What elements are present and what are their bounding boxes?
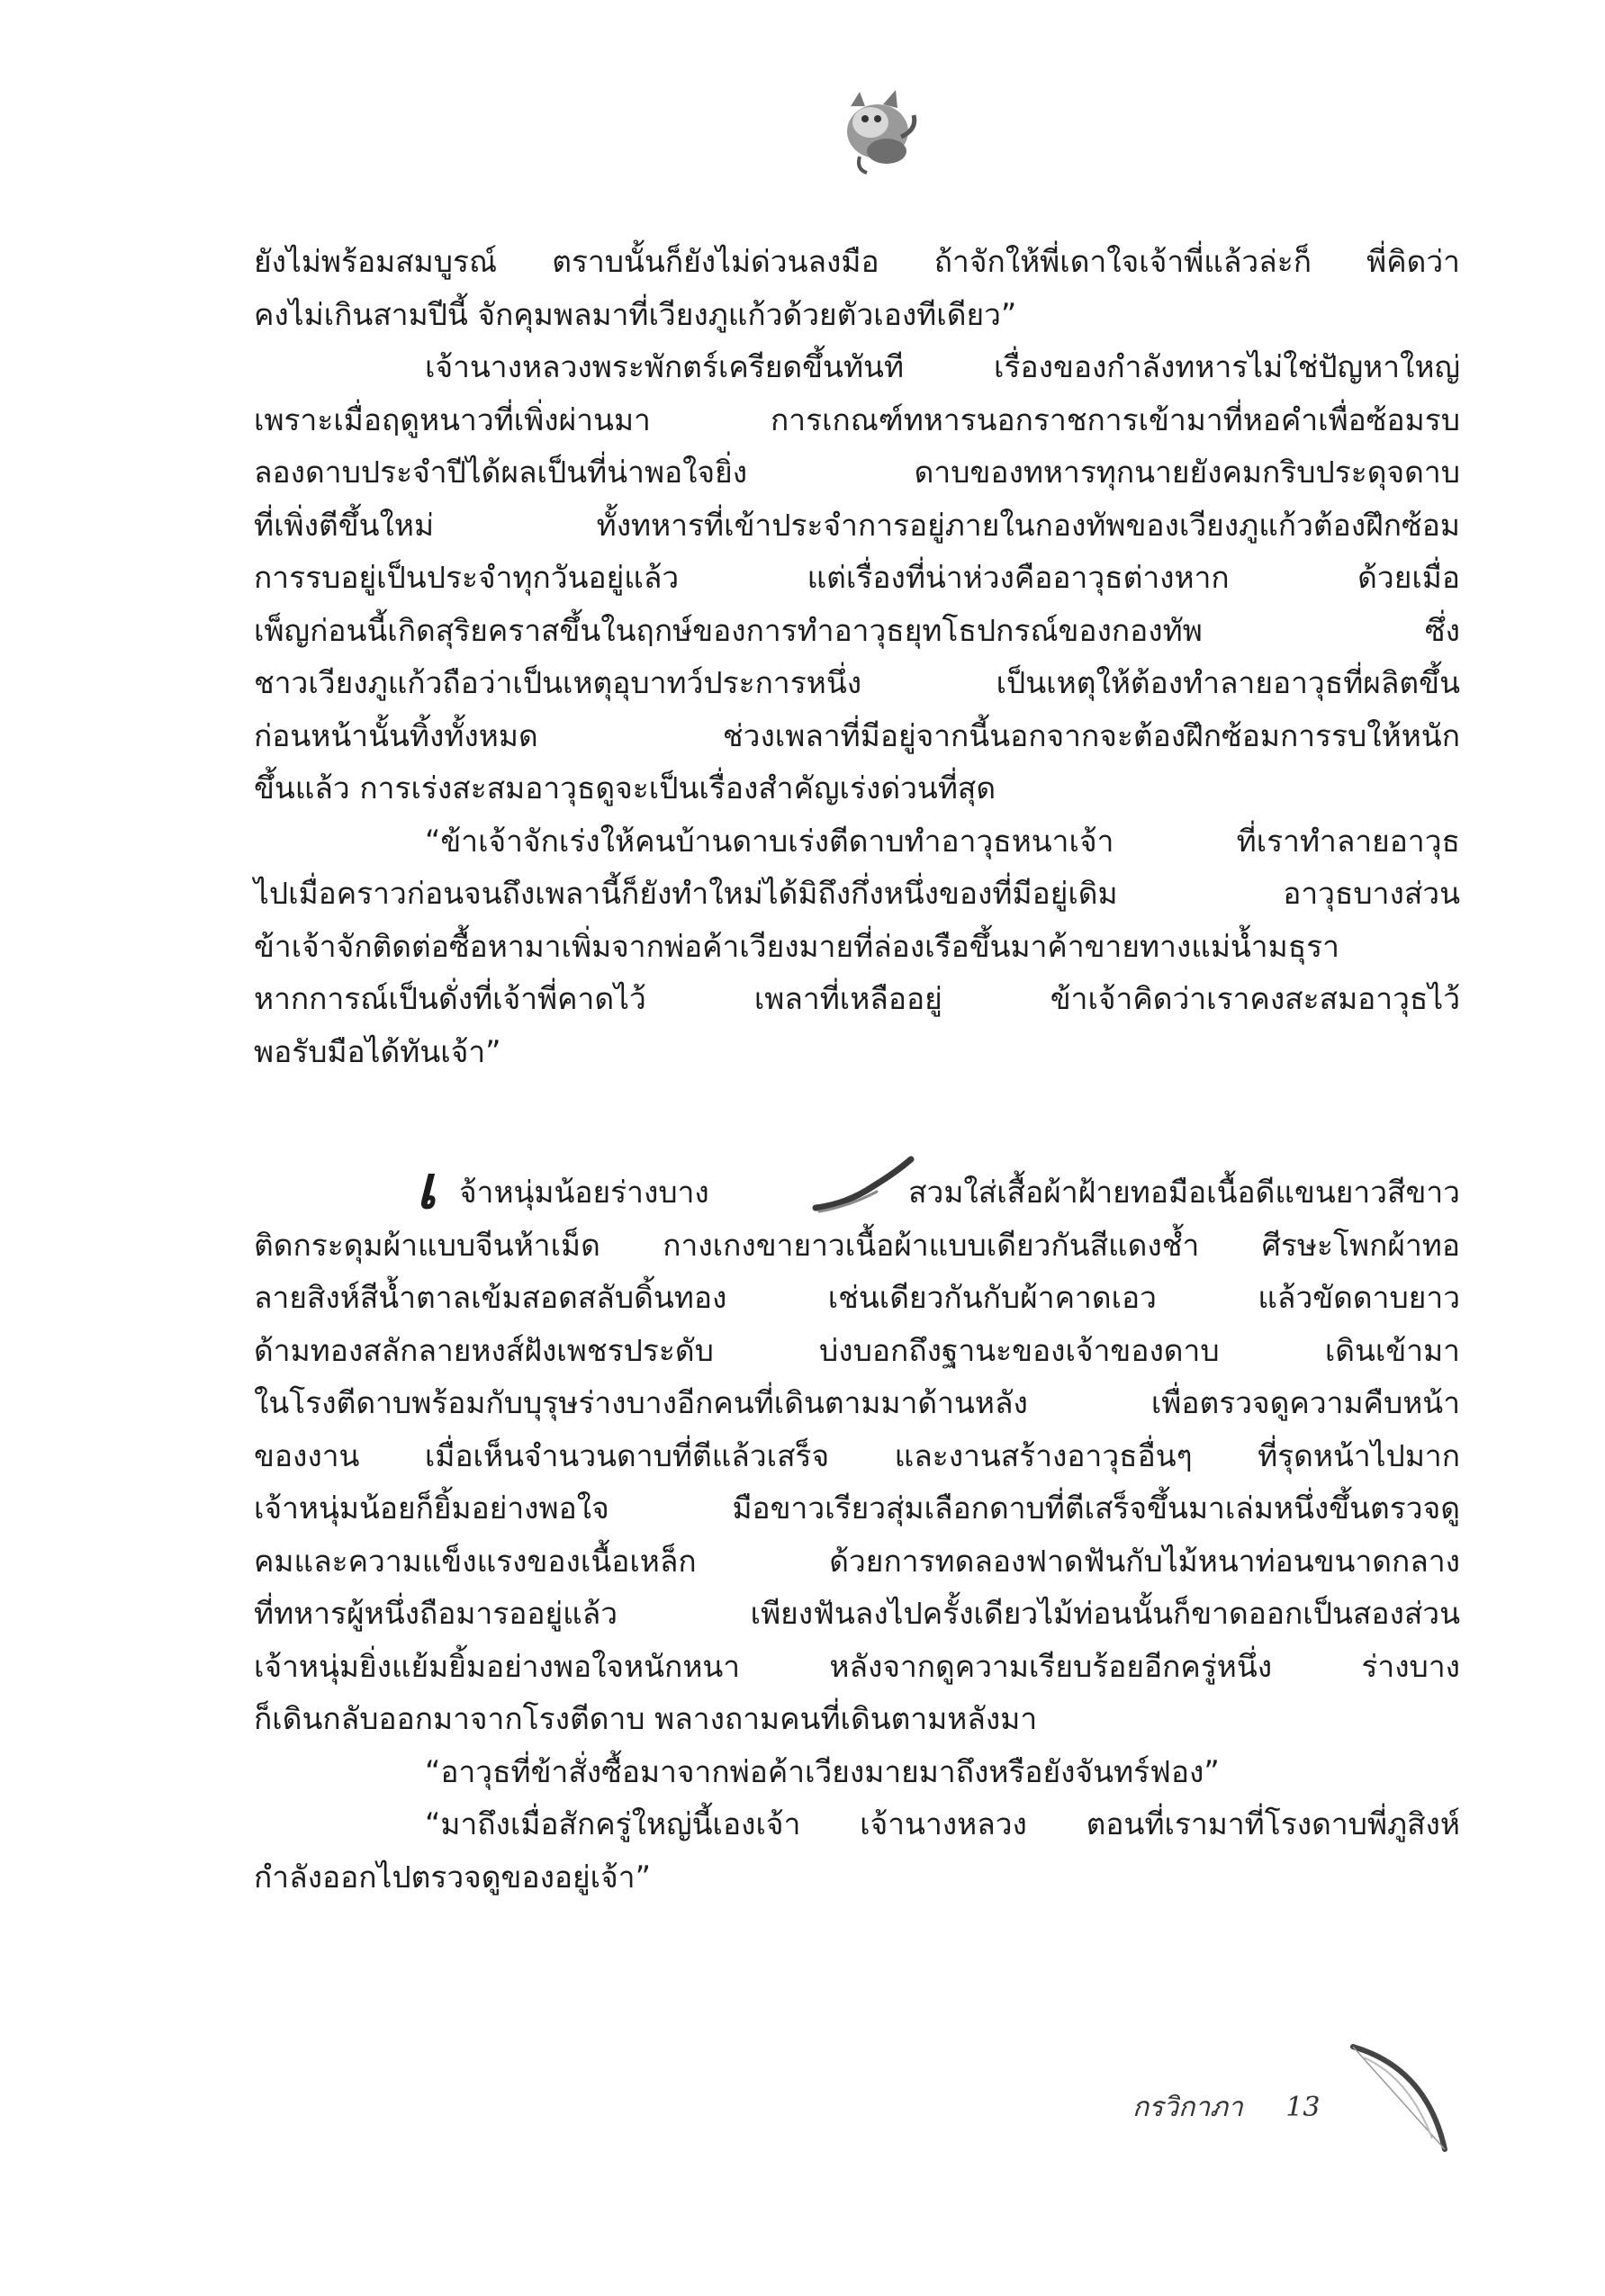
text-line: ที่ทหารผู้หนึ่งถือมารออยู่แล้ว เพียงฟันลงไปครั้งเดียวไม้ท่อนนั้นก็ขาดออกเป็นสองส่วน [254,1596,1460,1631]
text-line: ในโรงตีดาบพร้อมกับบุรุษร่างบางอีกคนที่เดินตามมาด้านหลัง เพื่อตรวจดูความคืบหน้า [254,1385,1460,1420]
bow-arrow-icon [1346,2041,1454,2158]
text-line: “อาวุธที่ข้าสั่งซื้อมาจากพ่อค้าเวียงมายมาถึงหรือยังจันทร์ฟอง” [425,1753,1220,1789]
text-line: พอรับมือได้ทันเจ้า” [254,1033,501,1069]
text-line: ก็เดินกลับออกมาจากโรงตีดาบ พลางถามคนที่เดินตามหลังมา [254,1701,1038,1736]
text-line: ก่อนหน้านั้นทิ้งทั้งหมด ช่วงเพลาที่มีอยู่จากนี้นอกจากจะต้องฝึกซ้อมการรบให้หนัก [254,717,1460,753]
text-line: การรบอยู่เป็นประจำทุกวันอยู่แล้ว แต่เรื่องที่น่าห่วงคืออาวุธต่างหาก ด้วยเมื่อ [254,560,1460,595]
text-line: ข้าเจ้าจักติดต่อซื้อหามาเพิ่มจากพ่อค้าเวียงมายที่ล่องเรือขึ้นมาค้าขายทางแม่น้ำมธุรา [254,928,1339,964]
text-line: หากการณ์เป็นดั่งที่เจ้าพี่คาดไว้ เพลาที่เหลืออยู่ ข้าเจ้าคิดว่าเราคงสะสมอาวุธไว้ [254,981,1460,1016]
text-line: เจ้านางหลวงพระพักตร์เครียดขึ้นทันที เรื่องของกำลังทหารไม่ใช่ปัญหาใหญ่ [425,349,1460,384]
brush-stroke-icon [810,1152,918,1224]
text-line: คงไม่เกินสามปีนี้ จักคุมพลมาที่เวียงภูแก้วด้วยตัวเองทีเดียว” [254,296,1017,332]
text-line: ของงาน เมื่อเห็นจำนวนดาบที่ตีแล้วเสร็จ และงานสร้างอาวุธอื่นๆ ที่รุดหน้าไปมาก [254,1437,1460,1473]
text-line: เพ็ญก่อนนี้เกิดสุริยคราสขึ้นในฤกษ์ของการทำอาวุธยุทโธปกรณ์ของกองทัพ ซึ่ง [254,612,1460,648]
text-line: ด้ามทองสลักลายหงส์ฝังเพชรประดับ บ่งบอกถึงฐานะของเจ้าของดาบ เดินเข้ามา [254,1332,1460,1368]
text-line: ยังไม่พร้อมสมบูรณ์ ตราบนั้นก็ยังไม่ด่วนลงมือ ถ้าจักให้พี่เดาใจเจ้าพี่แล้วล่ะก็ พี่คิดว่า [254,244,1460,279]
dropcap-letter: เ [416,1152,437,1222]
text-line: เจ้าหนุ่มยิ่งแย้มยิ้มอย่างพอใจหนักหนา หลังจากดูความเรียบร้อยอีกครู่หนึ่ง ร่างบาง [254,1648,1460,1684]
page-number: 13 [1285,2092,1321,2123]
text-line: “มาถึงเมื่อสักครู่ใหญ่นี้เองเจ้า เจ้านางหลวง ตอนที่เรามาที่โรงดาบพี่ภูสิงห์ [425,1806,1460,1841]
text-line: ขึ้นแล้ว การเร่งสะสมอาวุธดูจะเป็นเรื่องสำคัญเร่งด่วนที่สุด [254,770,996,806]
text-line: ลายสิงห์สีน้ำตาลเข้มสอดสลับดิ้นทอง เช่นเดียวกันกับผ้าคาดเอว แล้วขัดดาบยาว [254,1280,1460,1315]
text-line: ไปเมื่อคราวก่อนจนถึงเพลานี้ก็ยังทำใหม่ได้มิถึงกึ่งหนึ่งของที่มีอยู่เดิม อาวุธบางส่วน [254,876,1460,911]
body-text [254,236,1460,1904]
text-line: จ้าหนุ่มน้อยร่างบาง สวมใส่เสื้อผ้าฝ้ายทอมือเนื้อดีแขนยาวสีขาว [459,1175,1460,1210]
text-line: ลองดาบประจำปีได้ผลเป็นที่น่าพอใจยิ่ง ดาบของทหารทุกนายยังคมกริบประดุจดาบ [254,455,1460,490]
text-line: คมและความแข็งแรงของเนื้อเหล็ก ด้วยการทดลองฟาดฟันกับไม้หนาท่อนขนาดกลาง [254,1543,1460,1579]
text-line: เพราะเมื่อฤดูหนาวที่เพิ่งผ่านมา การเกณฑ์ทหารนอกราชการเข้ามาที่หอคำเพื่อซ้อมรบ [254,401,1460,437]
text-line: ชาวเวียงภูแก้วถือว่าเป็นเหตุอุบาทว์ประการหนึ่ง เป็นเหตุให้ต้องทำลายอาวุธที่ผลิตขึ้น [254,665,1460,700]
text-line: เจ้าหนุ่มน้อยก็ยิ้มอย่างพอใจ มือขาวเรียวสุ่มเลือกดาบที่ตีเสร็จขึ้นมาเล่มหนึ่งขึ้นตรวจดู [254,1490,1460,1526]
dragon-mascot-icon [824,79,932,178]
text-line: ที่เพิ่งตีขึ้นใหม่ ทั้งทหารที่เข้าประจำการอยู่ภายในกองทัพของเวียงภูแก้วต้องฝึกซ้อม [254,507,1460,543]
text-line: กำลังออกไปตรวจดูของอยู่เจ้า” [254,1859,651,1895]
text-line: “ข้าเจ้าจักเร่งให้คนบ้านดาบเร่งตีดาบทำอาวุธหนาเจ้า ที่เราทำลายอาวุธ [425,823,1460,859]
book-title: กรวิกาภา [1132,2092,1243,2123]
text-line: ติดกระดุมผ้าแบบจีนห้าเม็ด กางเกงขายาวเนื้อผ้าแบบเดียวกันสีแดงช้ำ ศีรษะโพกผ้าทอ [254,1227,1460,1263]
page-footer [1132,2086,1321,2129]
